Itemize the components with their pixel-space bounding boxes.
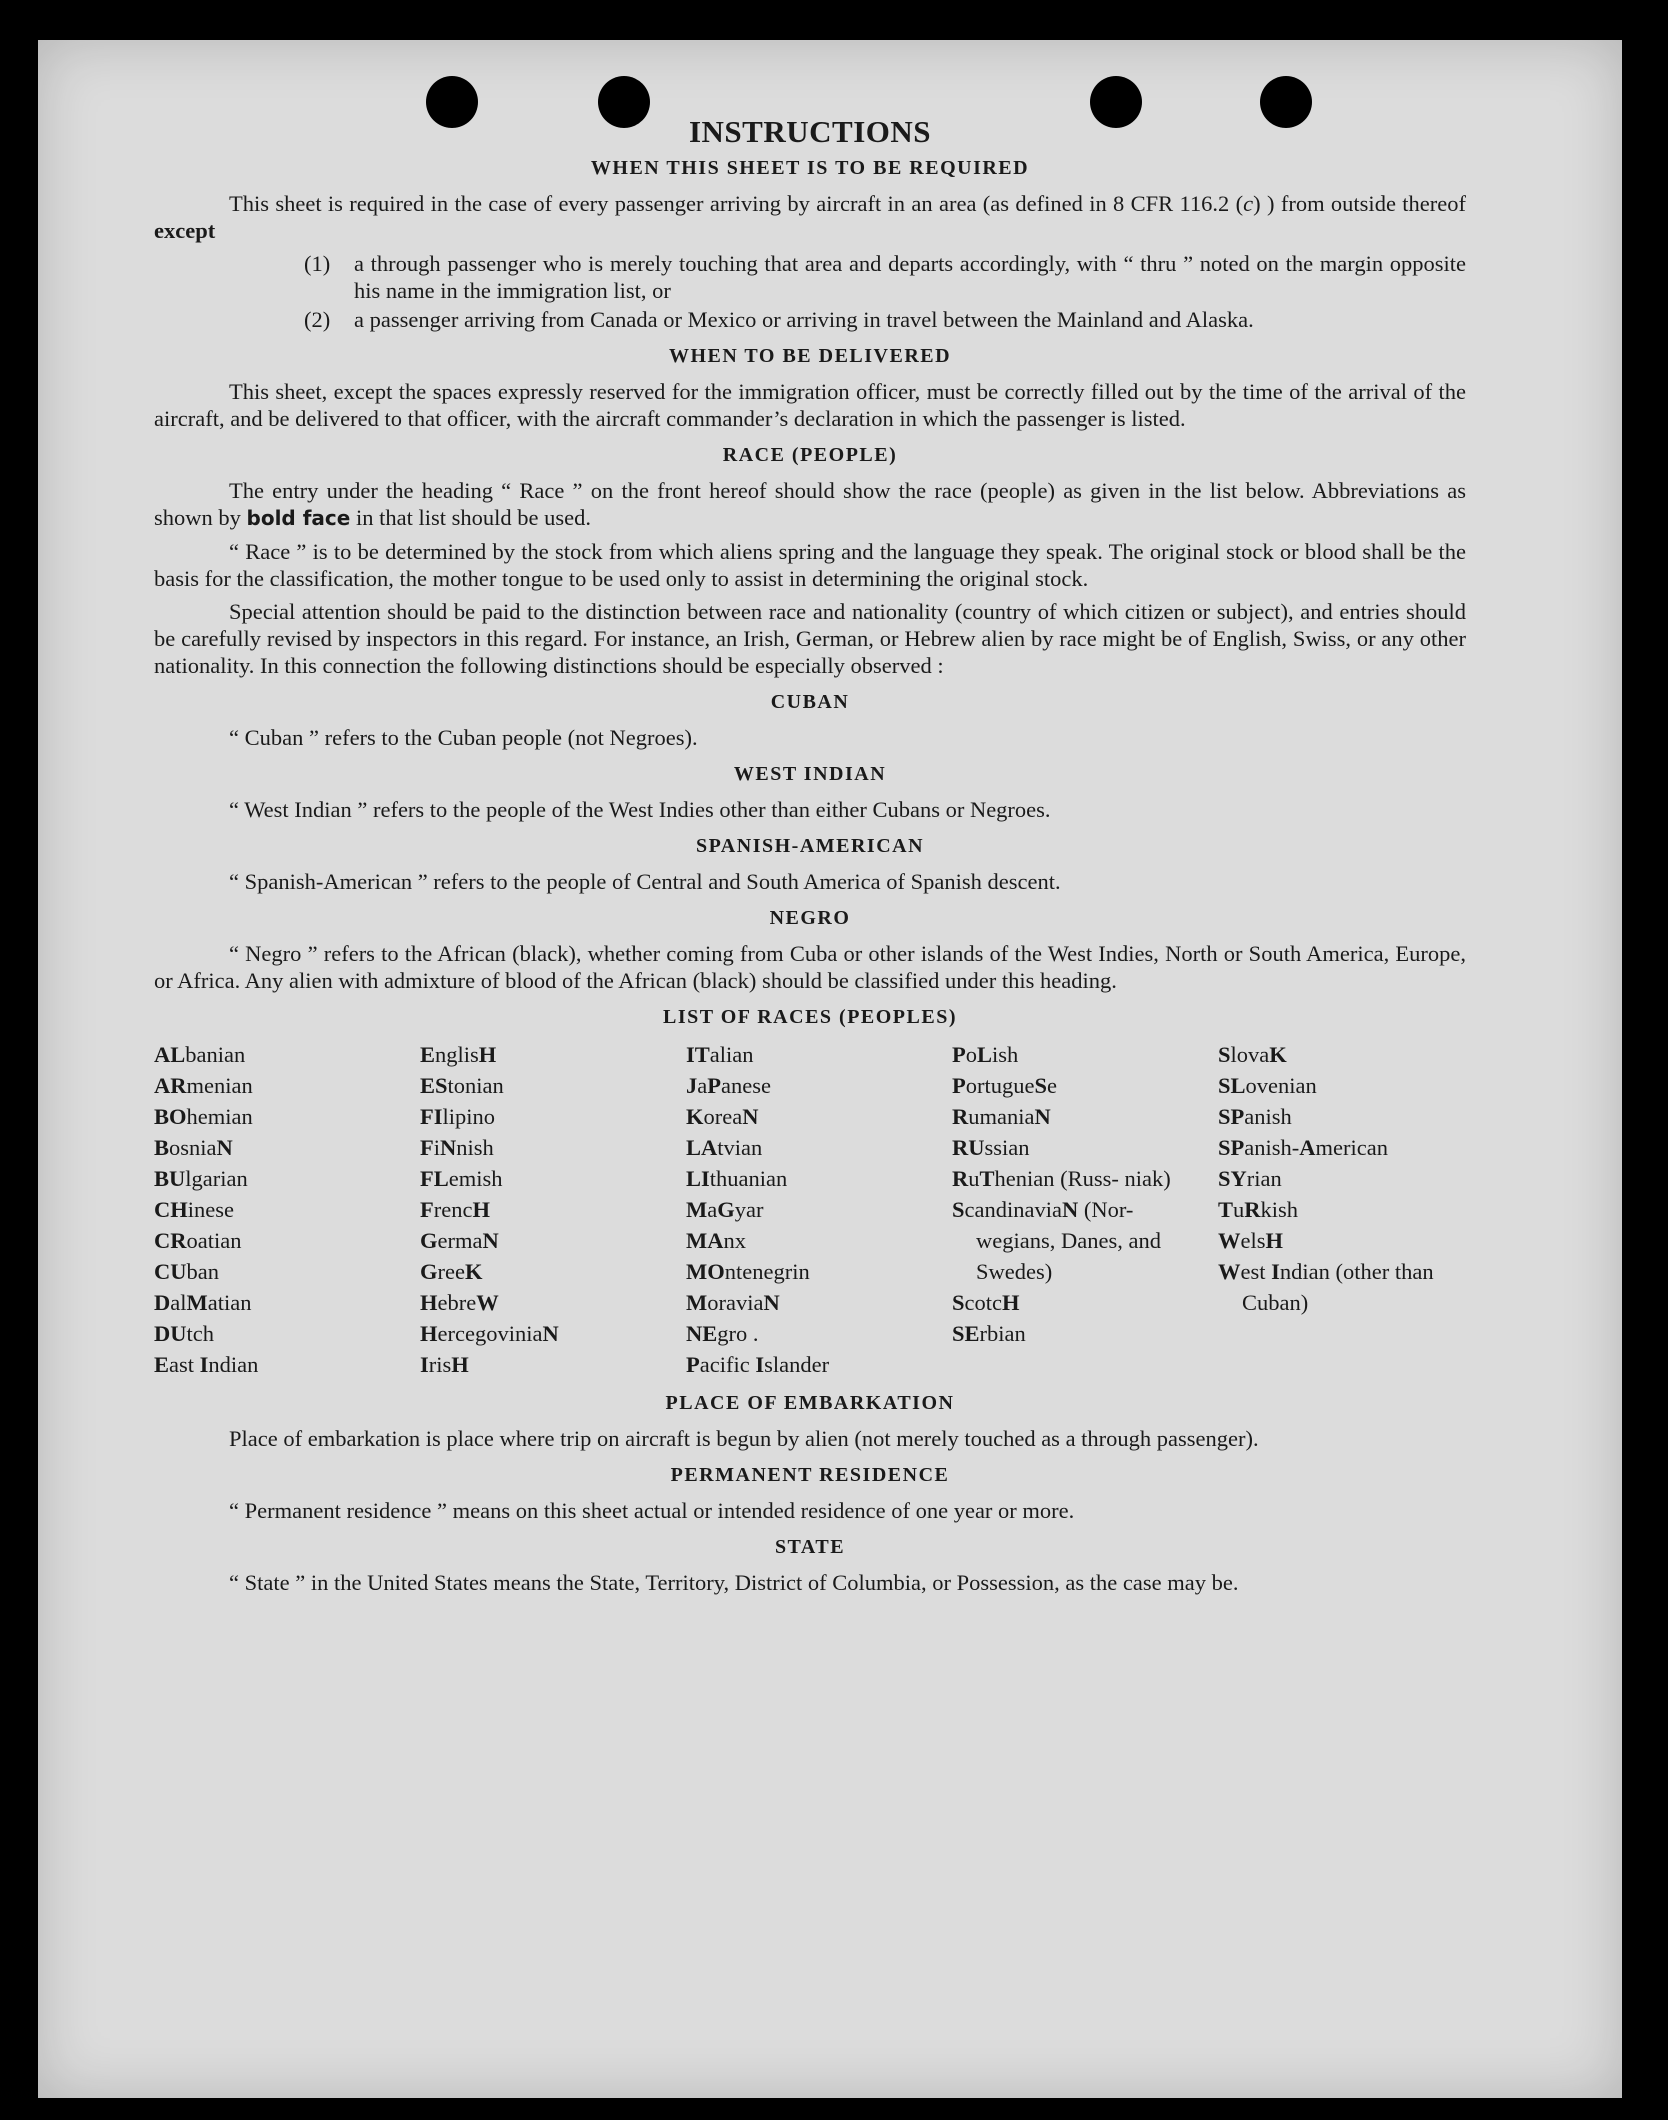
race-text: N [1061, 1197, 1079, 1222]
race-entry [686, 1318, 952, 1349]
race-text: atian [207, 1290, 252, 1315]
section-heading-state: STATE [774, 1536, 846, 1558]
race-text: G [420, 1228, 438, 1253]
race-text: acific [699, 1352, 756, 1377]
race-text: CR [154, 1228, 187, 1253]
document-body [154, 114, 1466, 1602]
race-text: H [478, 1042, 497, 1067]
race-text: T [979, 1166, 995, 1191]
race-text: ban [186, 1259, 219, 1284]
paragraph-residence: “ Permanent residence ” means on this sheet actual or intended residence of one year or more. [229, 1498, 1075, 1523]
race-entry [686, 1101, 952, 1132]
race-entry [420, 1194, 686, 1225]
race-text: BU [154, 1166, 186, 1191]
section-heading-embarkation: PLACE OF EMBARKATION [665, 1392, 955, 1414]
race-entry [420, 1318, 686, 1349]
paragraph-cuban: “ Cuban ” refers to the Cuban people (not Negroes). [229, 725, 698, 750]
race-text: P [707, 1073, 721, 1098]
race-text: LA [686, 1135, 718, 1160]
race-text: RU [952, 1135, 985, 1160]
race-text: lgarian [185, 1166, 248, 1191]
race-text: P [952, 1042, 966, 1067]
race-text: al [170, 1290, 187, 1315]
race-text: u [968, 1166, 980, 1191]
race-text: erma [437, 1228, 483, 1253]
race-entry [154, 1132, 420, 1163]
race-text: N [763, 1290, 780, 1315]
race-text: N [1034, 1104, 1051, 1129]
section-heading-spanish-american: SPANISH-AMERICAN [695, 835, 925, 857]
paragraph-when-required: This sheet is required in the case of every passenger arriving by aircraft in an area (as defined in 8 CFR 116.2 (c) ) from outside thereof except [154, 191, 1466, 243]
race-text: (Nor- wegians, Danes, and Swedes) [976, 1197, 1161, 1284]
paragraph-race-1: The entry under the heading “ Race ” on the front hereof should show the race (people) as given in the list below. Abbreviations as shown by bold face in that list should be used. [154, 478, 1466, 530]
section-heading-cuban: CUBAN [770, 691, 850, 713]
race-entry [1218, 1039, 1466, 1070]
race-entry [420, 1039, 686, 1070]
race-text: CU [154, 1259, 187, 1284]
race-text: S [1034, 1073, 1047, 1098]
races-column [154, 1039, 420, 1380]
race-text: R [1244, 1197, 1261, 1222]
race-text: N [482, 1228, 499, 1253]
race-text: W [1218, 1259, 1241, 1284]
race-text: ercegovinia [437, 1321, 543, 1346]
race-text: yar [734, 1197, 764, 1222]
race-text: AR [154, 1073, 187, 1098]
race-entry [420, 1070, 686, 1101]
race-entry [154, 1194, 420, 1225]
race-text: renc [433, 1197, 473, 1222]
race-entry [1218, 1163, 1466, 1194]
race-text: G [420, 1259, 438, 1284]
race-text: G [717, 1197, 735, 1222]
race-entry [952, 1163, 1218, 1194]
race-text: anish- [1244, 1135, 1300, 1160]
race-entry [154, 1070, 420, 1101]
race-text: gro . [717, 1321, 759, 1346]
race-text: S [952, 1197, 965, 1222]
race-entry [154, 1287, 420, 1318]
race-entry [420, 1132, 686, 1163]
race-text: e [1047, 1073, 1057, 1098]
race-text: SL [1218, 1073, 1246, 1098]
race-entry [154, 1225, 420, 1256]
race-text: inese [187, 1197, 234, 1222]
race-text: N [440, 1135, 457, 1160]
race-text: i [433, 1135, 441, 1160]
race-entry [1218, 1132, 1466, 1163]
race-text: anese [721, 1073, 771, 1098]
race-text: lipino [442, 1104, 496, 1129]
race-text: H [420, 1290, 438, 1315]
race-text: E [420, 1042, 436, 1067]
exception-item: (1) a through passenger who is merely touching that area and departs accordingly, with “ thru ” noted on the margin opposite his name in the immigration list, or [304, 251, 1466, 303]
race-text: lova [1230, 1042, 1270, 1067]
race-text: ebre [437, 1290, 477, 1315]
paragraph-race-3: Special attention should be paid to the distinction between race and nationality (country of which citizen or subject), and entries should be carefully revised by inspectors in this regard. For instance, an Irish, German, or Hebrew alien by race might be of English, Swiss, or any other nationality. In this connection the following distinctions should be especially observed : [154, 599, 1466, 678]
race-text: ndian [208, 1352, 259, 1377]
race-text: ris [428, 1352, 452, 1377]
section-heading-when-delivered: WHEN TO BE DELIVERED [668, 345, 952, 367]
race-text: H [472, 1197, 490, 1222]
race-text: a [697, 1073, 708, 1098]
race-text: DU [154, 1321, 187, 1346]
race-text: M [686, 1197, 708, 1222]
race-text: a [707, 1197, 718, 1222]
races-column [1218, 1039, 1466, 1380]
race-text: alian [709, 1042, 754, 1067]
race-entry [686, 1132, 952, 1163]
section-heading-residence: PERMANENT RESIDENCE [670, 1464, 950, 1486]
race-entry [1218, 1101, 1466, 1132]
section-heading-list-of-races: LIST OF RACES (PEOPLES) [662, 1006, 957, 1028]
race-text: u [1233, 1197, 1245, 1222]
race-text: MO [686, 1259, 725, 1284]
race-text: N [542, 1321, 559, 1346]
race-text: o [965, 1042, 977, 1067]
race-entry [686, 1163, 952, 1194]
race-text: thuanian [709, 1166, 788, 1191]
race-entry [154, 1163, 420, 1194]
race-entry [420, 1101, 686, 1132]
race-text: tonian [447, 1073, 504, 1098]
race-text: hemian [186, 1104, 253, 1129]
race-text: T [1218, 1197, 1234, 1222]
race-entry [154, 1349, 420, 1380]
race-text: est [1240, 1259, 1272, 1284]
race-text: P [952, 1073, 966, 1098]
page-title: INSTRUCTIONS [688, 114, 931, 149]
race-text: menian [186, 1073, 253, 1098]
races-column [686, 1039, 952, 1380]
race-text: kish [1260, 1197, 1299, 1222]
race-text: candinavia [964, 1197, 1062, 1222]
paragraph-state: “ State ” in the United States means the State, Territory, District of Columbia, or Possession, as the case may be. [229, 1570, 1239, 1595]
race-entry [154, 1256, 420, 1287]
paragraph-west-indian: “ West Indian ” refers to the people of the West Indies other than either Cubans or Negroes. [229, 797, 1051, 822]
paragraph-race-2: “ Race ” is to be determined by the stock from which aliens spring and the language they speak. The original stock or blood shall be the basis for the classification, the mother tongue to be used only to assist in determining the original stock. [154, 539, 1466, 591]
paragraph-embarkation: Place of embarkation is place where trip on aircraft is begun by alien (not merely touched as a through passenger). [229, 1426, 1259, 1451]
race-text: F [420, 1135, 434, 1160]
race-text: ast [169, 1352, 200, 1377]
race-text: K [464, 1259, 483, 1284]
race-entry [952, 1287, 1218, 1318]
race-text: FI [420, 1104, 443, 1129]
race-entry [686, 1349, 952, 1380]
race-entry [686, 1070, 952, 1101]
paragraph-spanish-american: “ Spanish-American ” refers to the people of Central and South America of Spanish descent. [229, 869, 1061, 894]
races-list [154, 1039, 1466, 1380]
race-text: CH [154, 1197, 188, 1222]
race-entry [686, 1256, 952, 1287]
race-text: S [952, 1290, 965, 1315]
race-text: ish [992, 1042, 1019, 1067]
race-text: R [952, 1166, 969, 1191]
section-heading-race: RACE (PEOPLE) [722, 444, 898, 466]
race-text: cotc [964, 1290, 1002, 1315]
race-text: A [1299, 1135, 1316, 1160]
race-text: anish [1244, 1104, 1292, 1129]
race-text: tch [186, 1321, 214, 1346]
race-text: E [154, 1352, 170, 1377]
race-text: SP [1218, 1104, 1245, 1129]
race-text: ssian [984, 1135, 1030, 1160]
paragraph-when-delivered: This sheet, except the spaces expressly reserved for the immigration officer, must be correctly filled out by the time of the arrival of the aircraft, and be delivered to that officer, with the aircraft commander’s declaration in which the passenger is listed. [154, 379, 1466, 431]
race-text: FL [420, 1166, 449, 1191]
race-text: W [476, 1290, 499, 1315]
race-text: H [420, 1321, 438, 1346]
race-text: M [686, 1290, 708, 1315]
race-text: oravia [707, 1290, 764, 1315]
race-text: nglis [435, 1042, 479, 1067]
paragraph-negro: “ Negro ” refers to the African (black), whether coming from Cuba or other islands of the West Indies, North or South America, Europe, or Africa. Any alien with admixture of blood of the African (black) should be classified under this heading. [154, 941, 1466, 993]
race-text: NE [686, 1321, 718, 1346]
race-entry [686, 1039, 952, 1070]
race-text: LI [686, 1166, 710, 1191]
race-text: H [451, 1352, 469, 1377]
race-entry [952, 1132, 1218, 1163]
race-text: MA [686, 1228, 724, 1253]
race-text: ree [437, 1259, 465, 1284]
race-text: merican [1315, 1135, 1388, 1160]
race-text: tvian [717, 1135, 763, 1160]
race-entry [1218, 1070, 1466, 1101]
race-text: K [686, 1104, 704, 1129]
race-text: M [186, 1290, 208, 1315]
race-text: henian (Russ- niak) [994, 1166, 1171, 1191]
race-text: rbian [979, 1321, 1026, 1346]
race-text: oatian [186, 1228, 242, 1253]
races-column [952, 1039, 1218, 1380]
race-text: ovenian [1245, 1073, 1317, 1098]
section-heading-when-required: WHEN THIS SHEET IS TO BE REQUIRED [590, 157, 1030, 179]
race-text: J [686, 1073, 698, 1098]
race-entry [686, 1194, 952, 1225]
section-heading-negro: NEGRO [769, 907, 851, 929]
race-text: P [686, 1352, 700, 1377]
race-text: IT [686, 1042, 710, 1067]
race-text: SP [1218, 1135, 1245, 1160]
race-text: F [420, 1197, 434, 1222]
race-text: slander [764, 1352, 830, 1377]
section-heading-west-indian: WEST INDIAN [733, 763, 887, 785]
race-text: H [1002, 1290, 1020, 1315]
race-text: I [420, 1352, 429, 1377]
race-text: ortugue [965, 1073, 1035, 1098]
race-text: L [977, 1042, 993, 1067]
race-entry [420, 1287, 686, 1318]
race-text: K [1269, 1042, 1287, 1067]
race-entry [420, 1225, 686, 1256]
exception-item: (2) a passenger arriving from Canada or Mexico or arriving in travel between the Mainland and Alaska. [304, 307, 1254, 332]
race-text: rian [1246, 1166, 1282, 1191]
race-text: R [952, 1104, 969, 1129]
race-text: ES [420, 1073, 448, 1098]
race-text: AL [154, 1042, 186, 1067]
race-entry [952, 1101, 1218, 1132]
races-column [420, 1039, 686, 1380]
race-text: I [755, 1352, 765, 1377]
race-text: I [199, 1352, 209, 1377]
race-text: I [1271, 1259, 1280, 1284]
race-text: S [1218, 1042, 1231, 1067]
race-entry [420, 1256, 686, 1287]
race-text: nish [456, 1135, 494, 1160]
race-entry [154, 1039, 420, 1070]
race-entry [686, 1287, 952, 1318]
race-text: ndian (other than Cuban) [1242, 1259, 1434, 1315]
race-text: H [1265, 1228, 1284, 1253]
race-entry [952, 1039, 1218, 1070]
race-text: N [216, 1135, 233, 1160]
race-text: SY [1218, 1166, 1247, 1191]
race-entry [952, 1318, 1218, 1349]
race-text: ntenegrin [724, 1259, 810, 1284]
race-text: orea [703, 1104, 743, 1129]
race-text: umania [968, 1104, 1035, 1129]
race-text: W [1218, 1228, 1241, 1253]
race-text: B [154, 1135, 170, 1160]
race-entry [1218, 1194, 1466, 1225]
race-text: els [1240, 1228, 1266, 1253]
race-text: osnia [169, 1135, 217, 1160]
race-entry [1218, 1225, 1466, 1256]
race-entry [952, 1194, 1218, 1287]
race-entry [1218, 1256, 1466, 1318]
race-entry [154, 1101, 420, 1132]
race-text: N [742, 1104, 759, 1129]
race-text: D [154, 1290, 171, 1315]
race-text: SE [952, 1321, 980, 1346]
race-text: nx [723, 1228, 746, 1253]
race-entry [686, 1225, 952, 1256]
race-text: BO [154, 1104, 187, 1129]
race-entry [154, 1318, 420, 1349]
race-entry [420, 1349, 686, 1380]
race-entry [952, 1070, 1218, 1101]
race-entry [420, 1163, 686, 1194]
race-text: emish [448, 1166, 503, 1191]
race-text: banian [185, 1042, 246, 1067]
